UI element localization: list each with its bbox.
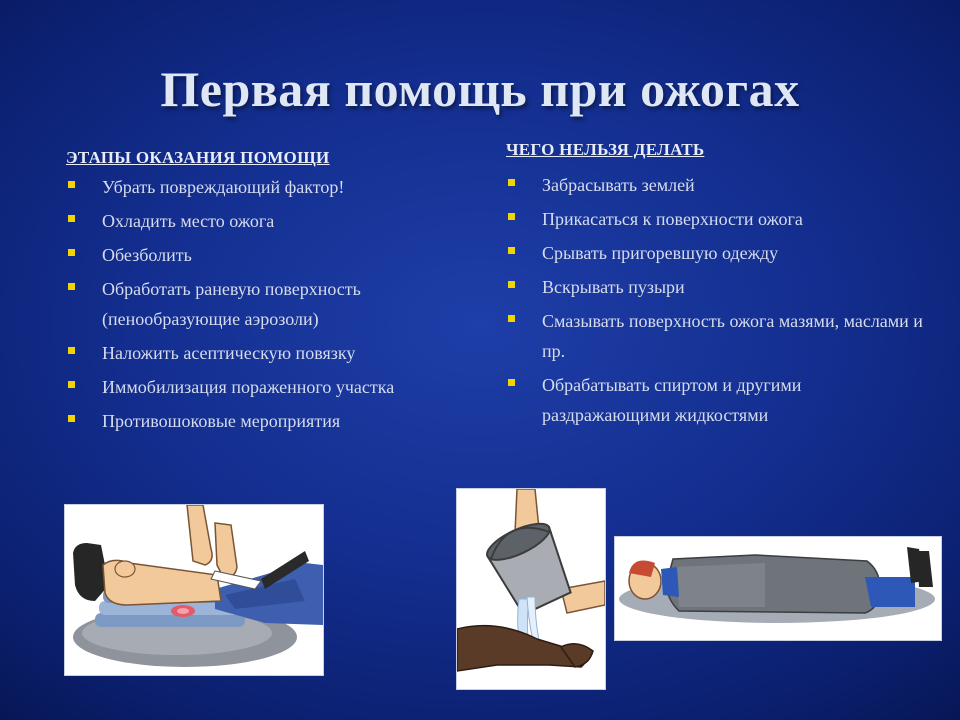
list-item: Вскрывать пузыри xyxy=(506,272,926,302)
first-aid-steps-heading: ЭТАПЫ ОКАЗАНИЯ ПОМОЩИ xyxy=(66,148,330,167)
list-item: Смазывать поверхность ожога мазями, маслами и пр. xyxy=(506,306,926,366)
bullet-icon xyxy=(508,213,515,220)
bullet-icon xyxy=(68,347,75,354)
bullet-icon xyxy=(68,215,75,222)
list-item: Срывать пригоревшую одежду xyxy=(506,238,926,268)
bullet-icon xyxy=(508,379,515,386)
list-item: Иммобилизация пораженного участка xyxy=(66,372,466,402)
bandaging-leg-illustration xyxy=(64,504,324,676)
donts-heading: ЧЕГО НЕЛЬЗЯ ДЕЛАТЬ xyxy=(506,140,705,159)
covered-patient-illustration xyxy=(614,536,942,641)
list-item: Забрасывать землей xyxy=(506,170,926,200)
bullet-icon xyxy=(68,181,75,188)
bullet-icon xyxy=(508,315,515,322)
bullet-icon xyxy=(68,283,75,290)
list-item: Противошоковые мероприятия xyxy=(66,406,466,436)
bullet-icon xyxy=(508,281,515,288)
list-item: Обработать раневую поверхность (пенообразующие аэрозоли) xyxy=(66,274,466,334)
donts-column xyxy=(506,140,926,434)
list-item: Обезболить xyxy=(66,240,466,270)
bullet-icon xyxy=(68,415,75,422)
first-aid-steps-list xyxy=(66,172,466,436)
list-item: Наложить асептическую повязку xyxy=(66,338,466,368)
list-item: Охладить место ожога xyxy=(66,206,466,236)
list-item: Прикасаться к поверхности ожога xyxy=(506,204,926,234)
bullet-icon xyxy=(68,249,75,256)
list-item: Обрабатывать спиртом и другими раздражающими жидкостями xyxy=(506,370,926,430)
bullet-icon xyxy=(508,179,515,186)
first-aid-steps-column xyxy=(66,148,466,440)
slide-title: Первая помощь при ожогах xyxy=(160,61,800,117)
bullet-icon xyxy=(68,381,75,388)
bullet-icon xyxy=(508,247,515,254)
donts-list xyxy=(506,170,926,430)
pouring-water-illustration xyxy=(456,488,606,690)
list-item: Убрать повреждающий фактор! xyxy=(66,172,466,202)
